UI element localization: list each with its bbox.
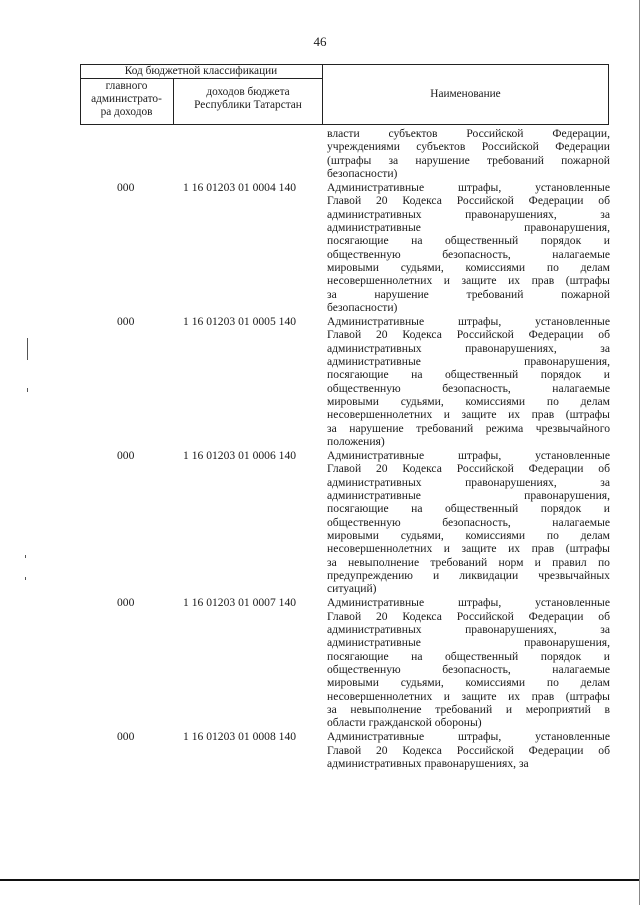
text-line: несовершеннолетних и защите их прав (штрафы (327, 274, 610, 288)
text-line: посягающие на общественный порядок и (327, 234, 610, 248)
revenue-code-cell: 1 16 01203 01 0004 140 (183, 180, 297, 194)
text-line: мировыми судьями, комиссиями по делам (327, 394, 610, 408)
text-line: Главой 20 Кодекса Российской Федерации об (327, 328, 610, 342)
revenue-code-cell: 1 16 01203 01 0005 140 (183, 314, 297, 328)
text-line: мировыми судьями, комиссиями по делам (327, 260, 610, 274)
text-line: Административные штрафы, установленные (327, 596, 610, 610)
text-line: безопасности) (327, 300, 398, 314)
row-name-text (327, 449, 610, 596)
header-name-column: Наименование (430, 88, 501, 100)
text-line: учреждениями субъектов Российской Федерации (327, 140, 610, 154)
text-line: Главой 20 Кодекса Российской Федерации об (327, 194, 610, 208)
text-line: области гражданской обороны) (327, 716, 482, 730)
row-name-text (327, 596, 610, 729)
text-line: безопасности) (327, 167, 398, 181)
text-line: общественную безопасность, налагаемые (327, 247, 610, 261)
text-line: несовершеннолетних и защите их прав (штрафы (327, 408, 610, 422)
text-line: за нарушение требований пожарной (327, 287, 610, 301)
text-line: административных правонарушениях, за (327, 622, 610, 636)
text-line: власти субъектов Российской Федерации, (327, 127, 610, 140)
text-line: Главой 20 Кодекса Российской Федерации об (327, 462, 610, 476)
text-line: (штрафы за нарушение требований пожарной (327, 153, 610, 167)
text-line: административные правонарушения, (327, 488, 610, 502)
text-line: административных правонарушениях, за (327, 207, 610, 221)
admin-code-cell: 000 (117, 314, 135, 328)
text-line: административные правонарушения, (327, 220, 610, 234)
text-line: ситуаций) (327, 582, 377, 596)
text-line: за невыполнение требований норм и правил по (327, 555, 610, 569)
text-line: Главой 20 Кодекса Российской Федерации об (327, 609, 610, 623)
text-line: Административные штрафы, установленные (327, 314, 610, 328)
header-admin-column: главного администрато- ра доходов (91, 80, 162, 118)
text-line: мировыми судьями, комиссиями по делам (327, 676, 610, 690)
row-name-text (327, 127, 610, 180)
scan-mark (27, 338, 28, 360)
text-line: посягающие на общественный порядок и (327, 368, 610, 382)
admin-code-cell: 000 (117, 448, 135, 462)
text-line: Административные штрафы, установленные (327, 448, 610, 462)
text-line: общественную безопасность, налагаемые (327, 381, 610, 395)
text-line: общественную безопасность, налагаемые (327, 515, 610, 529)
table-header (80, 64, 609, 125)
header-group-title: Код бюджетной классификации (124, 65, 278, 77)
text-line: административных правонарушениях, за (327, 341, 610, 355)
admin-code-cell: 000 (117, 596, 135, 610)
page-number: 46 (313, 34, 327, 49)
text-line: Главой 20 Кодекса Российской Федерации об (327, 743, 610, 757)
admin-code-cell: 000 (117, 730, 135, 744)
text-line: Административные штрафы, установленные (327, 730, 610, 744)
text-line: несовершеннолетних и защите их прав (штрафы (327, 689, 610, 703)
scan-mark (27, 388, 28, 392)
revenue-code-cell: 1 16 01203 01 0006 140 (183, 448, 297, 462)
text-line: административные правонарушения, (327, 636, 610, 650)
revenue-code-cell: 1 16 01203 01 0008 140 (183, 730, 297, 744)
text-line: административные правонарушения, (327, 354, 610, 368)
scan-mark (25, 577, 26, 580)
revenue-code-cell: 1 16 01203 01 0007 140 (183, 596, 297, 610)
header-revenue-column: доходов бюджета Республики Татарстан (194, 86, 302, 111)
admin-code-cell: 000 (117, 180, 135, 194)
text-line: несовершеннолетних и защите их прав (штрафы (327, 542, 610, 556)
row-name-text (327, 315, 610, 448)
text-line: посягающие на общественный порядок и (327, 649, 610, 663)
text-line: положения) (327, 434, 385, 448)
row-name-text (327, 181, 610, 314)
text-line: административных правонарушениях, за (327, 475, 610, 489)
page-bottom-edge (0, 879, 640, 881)
row-name-text (327, 730, 610, 770)
text-line: административных правонарушениях, за (327, 756, 529, 770)
text-line: общественную безопасность, налагаемые (327, 662, 610, 676)
text-line: мировыми судьями, комиссиями по делам (327, 528, 610, 542)
text-line: за невыполнение требований и мероприятий в (327, 703, 610, 716)
text-line: за нарушение требований режима чрезвычайного (327, 421, 610, 435)
scan-mark (25, 555, 26, 558)
text-line: предупреждению и ликвидации чрезвычайных (327, 568, 610, 582)
text-line: Административные штрафы, установленные (327, 180, 610, 194)
text-line: посягающие на общественный порядок и (327, 502, 610, 516)
